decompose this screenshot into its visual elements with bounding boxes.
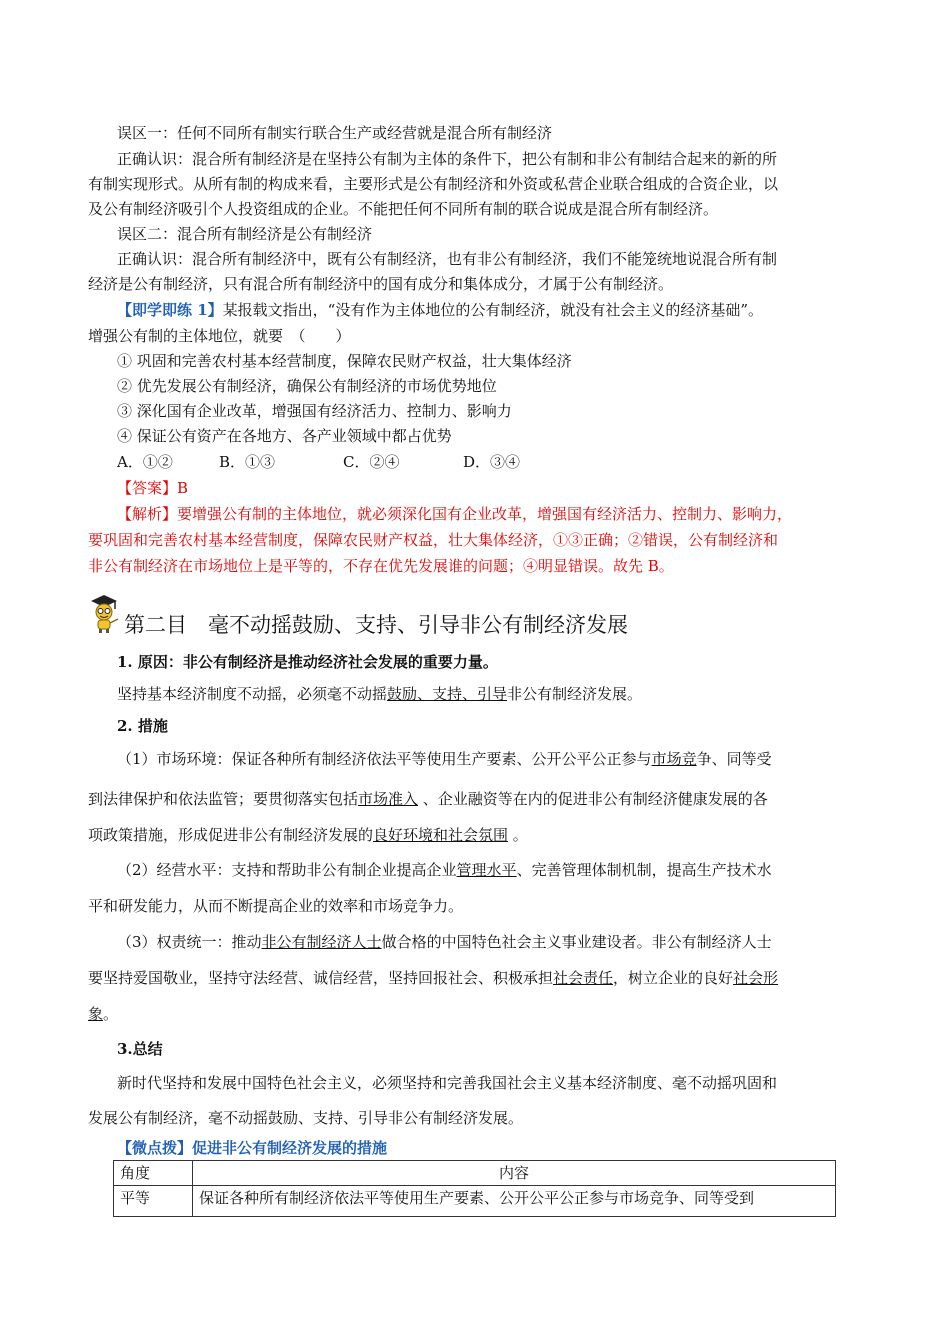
reason-underlined: 鼓励、支持、引导 (387, 685, 508, 703)
m3-a: （3）权责统一：推动 (117, 933, 262, 951)
correct-view-2-line-2: 经济是公有制经济，只有混合所有制经济中的国有成分和集体成分，才属于公有制经济。 (88, 275, 674, 293)
scholar-mascot-icon (88, 592, 122, 638)
table-cell-angle: 平等 (114, 1186, 193, 1217)
answer (117, 478, 862, 498)
correct-view-2-line-1: 正确认识：混合所有制经济中，既有公有制经济，也有非公有制经济，我们不能笼统地说混合所有制 (117, 250, 778, 268)
tip-tag: 【微点拨】 (117, 1139, 193, 1157)
reason-text-pre: 坚持基本经济制度不动摇，必须毫不动摇 (117, 685, 388, 703)
measure-2-line-1 (117, 860, 862, 880)
tip-title: 促进非公有制经济发展的措施 (192, 1139, 388, 1157)
reason-text-post: 非公有制经济发展。 (507, 685, 643, 703)
measure-2-line-2: 平和研发能力，从而不断提高企业的效率和市场竞争力。 (88, 897, 464, 915)
measure-1-line-1 (117, 749, 862, 769)
m3-u2: 社会责任 (553, 969, 614, 987)
m1-b: 争、同等受 (696, 750, 772, 768)
m1-u2: 市场准入 (358, 790, 419, 808)
reason-heading: 1. 原因：非公有制经济是推动经济社会发展的重要力量。 (117, 653, 498, 671)
answer-tag: 【答案】 (117, 479, 178, 497)
table-header-content: 内容 (193, 1161, 836, 1186)
m1-a: （1）市场环境：保证各种所有制经济依法平等使用生产要素、公开公平公正参与 (117, 750, 652, 768)
analysis-text-1: 要增强公有制的主体地位，就必须深化国有企业改革，增强国有经济活力、控制力、影响力， (177, 505, 793, 523)
m1-u1: 市场竞 (651, 750, 697, 768)
measure-1-line-3 (88, 825, 862, 845)
summary-line-2: 发展公有制经济，毫不动摇鼓励、支持、引导非公有制经济发展。 (88, 1109, 524, 1127)
measure-3-line-1 (117, 932, 862, 952)
m3-d: ，树立企业的良好 (613, 969, 734, 987)
m3-b: 做合格的中国特色社会主义事业建设者。非公有制经济人士 (381, 933, 772, 951)
option-4: ④ 保证公有资产在各地方、各产业领域中都占优势 (117, 427, 452, 445)
option-1: ① 巩固和完善农村基本经营制度，保障农民财产权益，壮大集体经济 (117, 352, 572, 370)
option-2: ② 优先发展公有制经济，确保公有制经济的市场优势地位 (117, 377, 497, 395)
choice-c: C．②④ (343, 453, 400, 471)
section-title: 第二目 毫不动摇鼓励、支持、引导非公有制经济发展 (124, 613, 628, 637)
m2-b: 、完善管理体制机制，提高生产技术水 (516, 861, 772, 879)
practice-stem-text: 某报载文指出，“没有作为主体地位的公有制经济，就没有社会主义的经济基础”。 (222, 301, 764, 319)
practice-question-stem-2: 增强公有制的主体地位，就要 （ ） (88, 327, 351, 345)
summary-heading: 3.总结 (117, 1040, 163, 1058)
option-3: ③ 深化国有企业改革，增强国有经济活力、控制力、影响力 (117, 402, 512, 420)
practice-tag: 【即学即练 1】 (117, 301, 223, 319)
answer-value: B (177, 479, 189, 497)
measure-1-line-2 (88, 789, 862, 809)
choice-d: D．③④ (463, 453, 521, 471)
summary-line-1: 新时代坚持和发展中国特色社会主义，必须坚持和完善我国社会主义基本经济制度、毫不动摇巩固和 (117, 1074, 778, 1092)
m3-c: 要坚持爱国敬业，坚持守法经营、诚信经营，坚持回报社会、积极承担 (88, 969, 554, 987)
measures-table (113, 1160, 836, 1217)
tip-heading (117, 1138, 862, 1158)
correct-view-1-line-2: 有制实现形式。从所有制的构成来看，主要形式是公有制经济和外资或私营企业联合组成的合资企业，以 (88, 175, 779, 193)
practice-question-stem (117, 300, 862, 320)
measures-heading: 2. 措施 (117, 717, 168, 735)
misconception-1: 误区一：任何不同所有制实行联合生产或经营就是混合所有制经济 (117, 124, 553, 142)
m3-u1: 非公有制经济人士 (261, 933, 382, 951)
m1-e: 项政策措施，形成促进非公有制经济发展的 (88, 826, 374, 844)
m1-d: 、企业融资等在内的促进非公有制经济健康发展的各 (418, 790, 768, 808)
correct-view-1-line-1: 正确认识：混合所有制经济是在坚持公有制为主体的条件下，把公有制和非公有制结合起来的新的所 (117, 150, 778, 168)
section-heading (88, 604, 628, 638)
table-header-angle: 角度 (114, 1161, 193, 1186)
choice-a: A．①② (117, 453, 173, 471)
analysis-line-3: 非公有制经济在市场地位上是平等的，不存在优先发展谁的问题；④明显错误。故先 B。 (88, 557, 674, 575)
measure-3-line-2 (88, 968, 862, 988)
m1-c: 到法律保护和依法监管；要贯彻落实包括 (88, 790, 359, 808)
m2-u1: 管理水平 (456, 861, 517, 879)
m2-a: （2）经营水平：支持和帮助非公有制企业提高企业 (117, 861, 457, 879)
m1-u3: 良好环境和社会氛围 (373, 826, 509, 844)
misconception-2: 误区二：混合所有制经济是公有制经济 (117, 225, 373, 243)
table-header-row (114, 1161, 836, 1186)
correct-view-1-line-3: 及公有制经济吸引个人投资组成的企业。不能把任何不同所有制的联合说成是混合所有制经济。 (88, 200, 719, 218)
analysis-line-1 (117, 504, 862, 524)
m3-u4: 象 (88, 1005, 104, 1023)
table-cell-content: 保证各种所有制经济依法平等使用生产要素、公开公平公正参与市场竞争、同等受到 (193, 1186, 836, 1217)
reason-body (117, 684, 862, 704)
m1-f: 。 (508, 826, 528, 844)
m3-u3: 社会形 (733, 969, 779, 987)
choice-b: B．①③ (219, 453, 276, 471)
table-row (114, 1186, 836, 1217)
analysis-tag: 【解析】 (117, 505, 178, 523)
analysis-line-2: 要巩固和完善农村基本经营制度，保障农民财产权益，壮大集体经济，①③正确；②错误，公有制经济和 (88, 531, 779, 549)
m3-e: 。 (103, 1005, 119, 1023)
measure-3-line-3 (88, 1004, 862, 1024)
